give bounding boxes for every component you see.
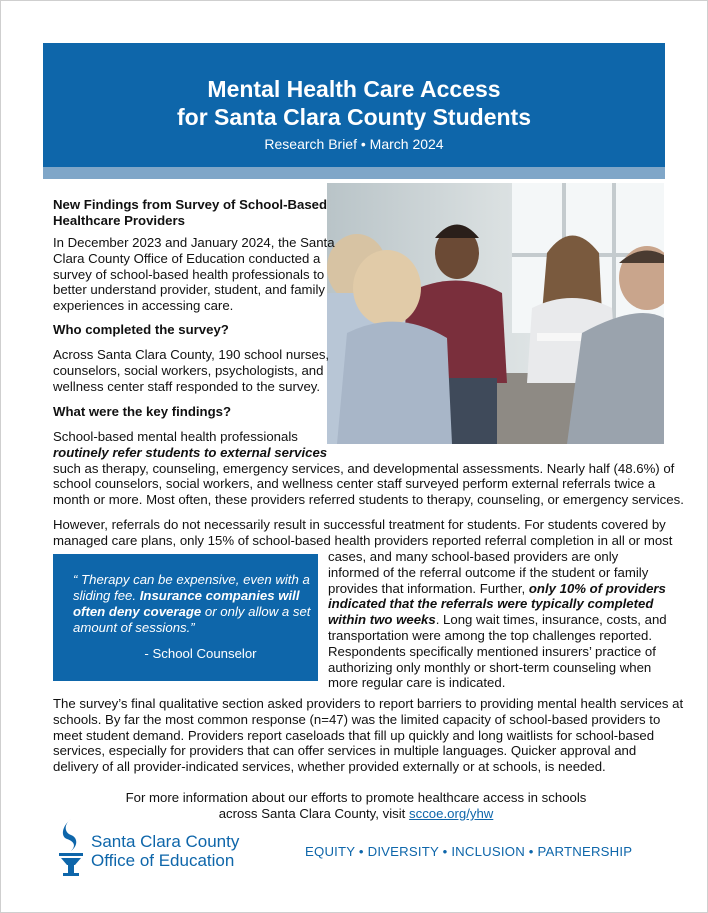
text-line: Clara County Office of Education conducted a bbox=[53, 250, 321, 266]
text-span: across Santa Clara County, visit bbox=[218, 806, 410, 821]
section-heading-key-findings: What were the key findings? bbox=[53, 404, 232, 419]
referrals-paragraph-top bbox=[53, 517, 672, 549]
text-line: Respondents specifically mentioned insurers’ practice of bbox=[328, 643, 656, 659]
tagline: EQUITY • DIVERSITY • INCLUSION • PARTNERSHIP bbox=[305, 844, 633, 859]
quote-line bbox=[73, 604, 313, 620]
text-line: delivery of all provider-indicated services, whether provided externally or at schools, is needed. bbox=[53, 759, 606, 775]
quote-box bbox=[53, 554, 318, 681]
text-line bbox=[328, 612, 667, 628]
sccoe-logo-text bbox=[91, 832, 239, 870]
quote-line: “ Therapy can be expensive, even with a bbox=[73, 572, 310, 587]
text-line: more regular care is indicated. bbox=[328, 675, 506, 691]
sccoe-link[interactable]: sccoe.org/yhw bbox=[409, 806, 494, 821]
key-findings-paragraph bbox=[53, 429, 684, 508]
quote-line bbox=[73, 588, 313, 604]
text-line: managed care plans, only 15% of school-based health providers reported referral completion in all or most bbox=[53, 532, 673, 548]
text-line: schools. By far the most common response (n=47) was the limited capacity of school-based providers to bbox=[53, 711, 661, 727]
text-span: provides that information. Further, bbox=[328, 580, 529, 596]
text-line bbox=[328, 581, 667, 597]
text-line: transportation were among the top challenges reported. bbox=[328, 627, 653, 643]
text-line: survey of school-based health professionals to bbox=[53, 266, 325, 282]
heading-line: New Findings from Survey of School-Based bbox=[53, 197, 328, 212]
text-line: The survey’s final qualitative section asked providers to report barriers to providing mental health services at bbox=[53, 696, 684, 711]
text-line: In December 2023 and January 2024, the Santa bbox=[53, 235, 335, 250]
header-stripe bbox=[43, 167, 665, 179]
text-span-emphasis: within two weeks bbox=[328, 612, 436, 628]
intro-paragraph bbox=[53, 235, 335, 314]
text-line: meet student demand. Providers report caseloads that fill up quickly and long waitlists for school-based bbox=[53, 727, 655, 743]
quote-span-bold: often deny coverage bbox=[73, 604, 202, 619]
text-line: better understand provider, student, and family bbox=[53, 282, 325, 298]
text-span-emphasis: only 10% of providers bbox=[528, 580, 666, 596]
text-line: School-based mental health professionals bbox=[53, 429, 298, 444]
text-line: cases, and many school-based providers are only bbox=[328, 549, 619, 564]
page-title-line1: Mental Health Care Access bbox=[207, 76, 501, 102]
logo-line: Office of Education bbox=[91, 851, 235, 870]
sccoe-torch-logo-icon bbox=[51, 815, 91, 877]
heading-line: Healthcare Providers bbox=[53, 212, 185, 228]
text-line-emphasis: indicated that the referrals were typically completed bbox=[328, 596, 654, 612]
header-banner bbox=[43, 43, 665, 167]
group-discussion-photo bbox=[327, 183, 664, 444]
quote-attribution: - School Counselor bbox=[144, 646, 257, 661]
text-line: such as therapy, counseling, emergency services, and developmental assessments. Nearly half (48.6%) of bbox=[53, 460, 675, 476]
text-line: Across Santa Clara County, 190 school nurses, bbox=[53, 347, 330, 362]
quote-span-bold: Insurance companies will bbox=[139, 588, 300, 603]
page-title-line2: for Santa Clara County Students bbox=[177, 104, 531, 130]
text-line: authorizing only monthly or short-term counseling when bbox=[328, 659, 652, 675]
text-line: services, especially for providers that can offer services in multiple languages. Quicker approval and bbox=[53, 743, 637, 759]
text-span: . Long wait times, insurance, costs, and bbox=[435, 612, 667, 628]
barriers-paragraph bbox=[53, 696, 683, 775]
quote-span: or only allow a set bbox=[201, 604, 311, 619]
text-line: However, referrals do not necessarily result in successful treatment for students. For students covered by bbox=[53, 517, 666, 532]
text-line: month or more. Most often, these providers referred students to therapy, counseling, or emergency services. bbox=[53, 492, 684, 508]
text-line: wellness center staff responded to the survey. bbox=[53, 378, 321, 394]
text-line: informed of the referral outcome if the student or family bbox=[328, 564, 649, 580]
who-paragraph bbox=[53, 347, 329, 394]
text-line-emphasis: routinely refer students to external services bbox=[53, 444, 328, 460]
more-info-text bbox=[53, 790, 659, 822]
referrals-paragraph-right bbox=[328, 549, 667, 691]
section-heading-who-completed: Who completed the survey? bbox=[53, 322, 229, 337]
quote-text bbox=[73, 572, 313, 636]
text-line: counselors, social workers, psychologists, and bbox=[53, 362, 324, 378]
section-heading-new-findings bbox=[53, 197, 327, 229]
text-line: For more information about our efforts to promote healthcare access in schools bbox=[125, 790, 587, 805]
text-line bbox=[53, 806, 659, 822]
quote-line: amount of sessions.” bbox=[73, 620, 195, 635]
logo-line: Santa Clara County bbox=[91, 832, 240, 851]
photo-illustration bbox=[327, 183, 664, 444]
text-line: experiences in accessing care. bbox=[53, 298, 234, 314]
quote-span: sliding fee. bbox=[73, 588, 140, 603]
text-line: school counselors, social workers, and wellness center staff surveyed perform external referrals twice a bbox=[53, 476, 656, 492]
page-subtitle: Research Brief • March 2024 bbox=[264, 136, 444, 152]
